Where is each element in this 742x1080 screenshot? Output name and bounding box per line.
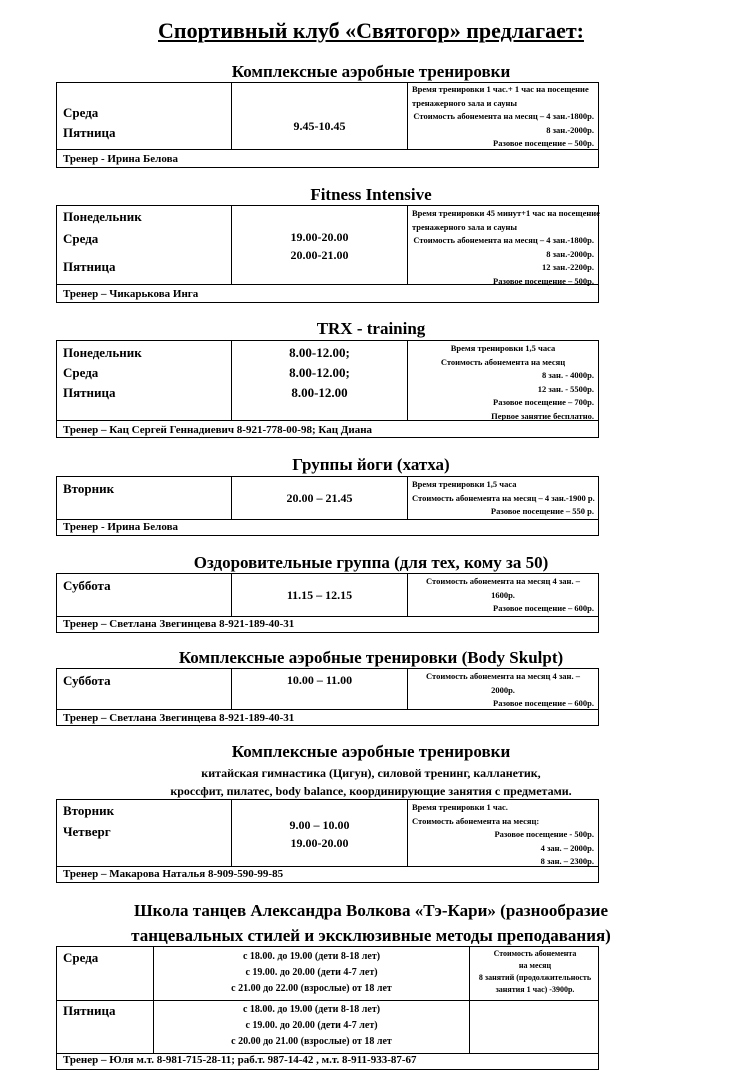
day-label: Вторник <box>63 803 115 818</box>
day-label: Пятница <box>63 259 116 274</box>
time-value: 8.00-12.00; <box>289 345 350 360</box>
time-value: 20.00 – 21.45 <box>286 491 353 505</box>
coach-name: Тренер – Макарова Наталья 8-909-590-99-85 <box>63 868 284 880</box>
schedule-table-fitness-intensive <box>56 205 599 303</box>
coach-name: Тренер – Юля м.т. 8-981-715-28-11; раб.т. 987-14-42 , м.т. 8-911-933-87-67 <box>63 1054 417 1066</box>
day-label: Пятница <box>63 1003 116 1018</box>
section-heading-aerobic-2: Комплексные аэробные тренировки <box>231 742 511 761</box>
time-value: 11.15 – 12.15 <box>286 588 353 602</box>
coach-name: Тренер - Ирина Белова <box>63 153 179 165</box>
section-heading-dance-school: Школа танцев Александра Волкова «Тэ-Кари» (разнообразие <box>133 901 609 920</box>
price-info: Время тренировки 1 час.+ 1 час на посещение тренажерного зала и сауны Стоимость абонемента на месяц – 4 зан.-1800р. 8 зан.-2000р. Разовое посещение – 500р. <box>412 84 594 148</box>
day-label: Среда <box>63 365 99 380</box>
section-heading-body-skulpt: Комплексные аэробные тренировки (Body Skulpt) <box>178 648 564 667</box>
section-heading-aerobic: Комплексные аэробные тренировки <box>231 62 511 81</box>
price-info: Время тренировки 1,5 часа Стоимость абонемента на месяц 8 зан. - 4000р. 12 зан. - 5500р. Разовое посещение – 700р. Первое занятие бесплатно. <box>440 343 594 421</box>
schedule-table-trx <box>56 340 599 438</box>
time-value: 8.00-12.00; <box>289 365 350 380</box>
schedule-table-yoga <box>56 476 599 536</box>
time-value: 9.00 – 10.00 <box>289 818 350 832</box>
time-value: 9.45-10.45 <box>293 119 346 133</box>
schedule-table-aerobic-2 <box>56 799 599 883</box>
coach-name: Тренер - Ирина Белова <box>63 521 179 533</box>
day-label: Пятница <box>63 125 116 140</box>
time-value: с 18.00. до 19.00 (дети 8-18 лет) с 19.00. до 20.00 (дети 4-7 лет) с 20.00 до 21.00 (взрослые) от 18 лет <box>231 1004 392 1047</box>
day-label: Среда <box>63 105 99 120</box>
section-heading-trx: TRX - training <box>316 319 426 338</box>
day-label: Четверг <box>63 824 111 839</box>
price-info: Время тренировки 45 минут+1 час на посещение тренажерного зала и сауны Стоимость абонемента на месяц – 4 зан.-1800р. 8 зан.-2000р. 12 зан.-2200р. Разовое посещение – 500р. <box>412 208 600 286</box>
schedule-table-aerobic <box>56 82 599 168</box>
price-info: Время тренировки 1 час. Стоимость абонемента на месяц: Разовое посещение - 500р. 4 зан. – 2000р. 8 зан. – 2300р. <box>412 802 594 866</box>
section-heading-dance-school-2: танцевальных стилей и эксклюзивные методы преподавания) <box>131 926 611 945</box>
page-title: Спортивный клуб «Святогор» предлагает: <box>158 18 584 43</box>
time-value: 19.00-20.00 <box>290 836 349 850</box>
day-label: Понедельник <box>63 345 142 360</box>
day-label: Суббота <box>63 578 111 593</box>
schedule-table-health-group <box>56 573 599 633</box>
section-heading-health-group: Оздоровительные группа (для тех, кому за 50) <box>193 553 549 572</box>
price-info: Стоимость абонемента на месяц 4 зан. – 2000р. Разовое посещение – 600р. <box>426 671 594 708</box>
price-info: Стоимость абонемента на месяц 8 занятий (продолжительность занятия 1 час) -3900р. <box>478 949 592 994</box>
price-info: Стоимость абонемента на месяц 4 зан. – 1600р. Разовое посещение – 600р. <box>426 576 594 613</box>
day-label: Суббота <box>63 673 111 688</box>
time-value: 8.00-12.00 <box>291 385 348 400</box>
schedule-table-dance-school <box>56 946 599 1070</box>
schedule-table-body-skulpt <box>56 668 599 726</box>
section-heading-fitness-intensive: Fitness Intensive <box>310 185 432 204</box>
day-label: Пятница <box>63 385 116 400</box>
section-heading-yoga: Группы йоги (хатха) <box>292 455 450 474</box>
coach-name: Тренер – Чикарькова Инга <box>63 288 199 300</box>
time-value: 19.00-20.00 <box>290 230 349 244</box>
coach-name: Тренер – Кац Сергей Геннадиевич 8-921-778-00-98; Кац Диана <box>63 424 373 436</box>
day-label: Среда <box>63 231 99 246</box>
time-value: 10.00 – 11.00 <box>286 673 353 687</box>
day-label: Понедельник <box>63 209 142 224</box>
section-subtitle: китайская гимнастика (Цигун), силовой тренинг, калланетик, <box>201 766 541 780</box>
time-value: с 18.00. до 19.00 (дети 8-18 лет) с 19.00. до 20.00 (дети 4-7 лет) с 21.00 до 22.00 (взрослые) от 18 лет <box>231 951 392 994</box>
price-info: Время тренировки 1,5 часа Стоимость абонемента на месяц – 4 зан.-1900 р. Разовое посещение – 550 р. <box>412 479 595 516</box>
coach-name: Тренер – Светлана Звегинцева 8-921-189-40-31 <box>63 712 295 724</box>
day-label: Среда <box>63 950 99 965</box>
time-value: 20.00-21.00 <box>290 248 349 262</box>
day-label: Вторник <box>63 481 115 496</box>
coach-name: Тренер – Светлана Звегинцева 8-921-189-40-31 <box>63 618 295 630</box>
section-subtitle: кроссфит, пилатес, body balance, координирующие занятия с предметами. <box>170 784 572 798</box>
